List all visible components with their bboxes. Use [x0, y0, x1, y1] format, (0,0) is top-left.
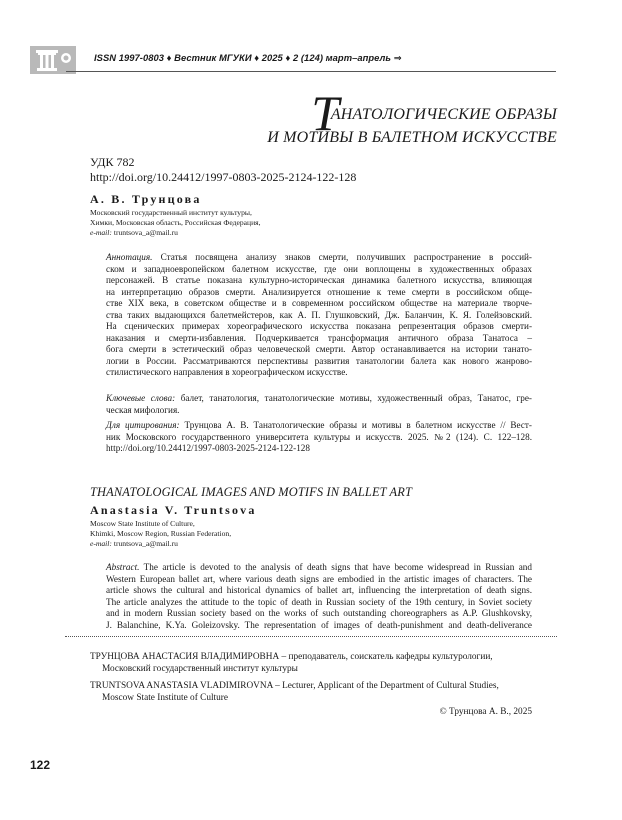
affiliation-line: Химки, Московская область, Российская Федерация, [90, 218, 261, 227]
abstract-line: бога смерти в эстетический образ человеческой смерти. Автор останавливается на истории танато- [106, 344, 532, 355]
citation-line: ник Московского государственного университета культуры и искусств. 2025. №2 (124). С. 122–128. [106, 431, 532, 442]
affiliation-en [90, 519, 231, 549]
abstract-line: стилистического направления в хореографическом искусстве. [106, 367, 348, 378]
abstract-line: Abstract. The article is devoted to the analysis of death signs that have become widespread in Russian and [106, 562, 532, 572]
abstract-line: стве XIX века, в советском обществе и в современном российском обществе на материале творче- [106, 298, 532, 309]
abstract-line: article shows the cultural and historical dynamics of ballet art, influencing the interpretation of death signs. [106, 585, 532, 596]
affiliation-line: Khimki, Moscow Region, Russian Federation, [90, 529, 232, 538]
citation-ru [106, 420, 532, 455]
affiliation-ru [90, 208, 261, 238]
bio-line: Московский государственный институт культуры [102, 664, 298, 674]
citation-line: Для цитирования: Трунцова А. В. Танатологические образы и мотивы в балетном искусстве // Вест- [106, 420, 532, 430]
affiliation-line: Московский государственный институт культуры, [90, 208, 252, 217]
header-divider [66, 71, 556, 72]
abstract-line: логии в России. Рассматриваются перспективы развития танатологии балета как нового жанрово- [106, 355, 532, 366]
email-label: e-mail: [90, 539, 112, 548]
abstract-line: персонажей. В статье показана культурно-историческая динамика балетного искусства, влияющая [106, 275, 532, 286]
email-line [90, 539, 231, 549]
journal-header: ISSN 1997-0803 ♦ Вестник МГУКИ ♦ 2025 ♦ 2 (124) март–апрель ⇒ [94, 52, 402, 63]
bio-line: TRUNTSOVA ANASTASIA VLADIMIROVNA – Lecturer, Applicant of the Department of Cultural Studies, [90, 681, 499, 691]
author-bio-en [90, 680, 534, 704]
footnote-divider [65, 636, 557, 637]
title-line-2: И МОТИВЫ В БАЛЕТНОМ ИСКУССТВЕ [267, 129, 557, 146]
citation-doi-link[interactable]: http://doi.org/10.24412/1997-0803-2025-2124-122-128 [106, 443, 310, 454]
email-address[interactable]: truntsova_a@mail.ru [111, 228, 178, 237]
article-title [257, 85, 557, 147]
abstract-line: The article analyzes the attitude to the topic of death in Russian society of the 19th century, in Soviet society [106, 596, 532, 607]
udk-code: УДК 782 [90, 155, 135, 169]
keywords-ru [106, 393, 532, 416]
email-label: e-mail: [90, 228, 112, 237]
abstract-line: на интерпретацию образов смерти. Анализируется отношение к теме смерти в российском обще- [106, 286, 532, 297]
abstract-line: ства таких выдающихся балетмейстеров, как А. П. Глушковский, Дж. Баланчин, К. Я. Голейзовский. [106, 309, 532, 320]
copyright-notice: © Трунцова А. В., 2025 [439, 707, 532, 717]
doi-link[interactable]: http://doi.org/10.24412/1997-0803-2025-2124-122-128 [90, 170, 357, 184]
email-address[interactable]: truntsova_a@mail.ru [111, 539, 178, 548]
bio-line: ТРУНЦОВА АНАСТАСИЯ ВЛАДИМИРОВНА – преподаватель, соискатель кафедры культурологии, [90, 652, 493, 662]
abstract-ru [106, 252, 532, 379]
affiliation-line: Moscow State Institute of Culture, [90, 519, 195, 528]
abstract-line: Western European ballet art, where various death signs are embodied in the artistic images of characters. The [106, 573, 532, 584]
title-line-1: АНАТОЛОГИЧЕСКИЕ ОБРАЗЫ [330, 106, 557, 123]
abstract-line: J. Balanchine, K.Ya. Goleizovsky. The representation of images of death-punishment and death-deliverance [106, 619, 532, 630]
citation-label: Для цитирования: [106, 420, 180, 430]
author-bio-ru [90, 651, 534, 675]
author-name-ru: А. В. Трунцова [90, 192, 202, 206]
abstract-line: and in modern Russian society based on the works of such outstanding choreographers as A.P. Glushkovsky, [106, 608, 532, 619]
title-initial-letter: Т [311, 85, 339, 141]
abstract-line: наказания и смерти-избавления. Подчеркивается трансформация античного образа Танатоса – [106, 332, 532, 343]
abstract-line: На сценических примерах хореографического искусства показана репрезентация образов смерти- [106, 321, 532, 332]
abstract-line: ском и западноевропейском балетном искусстве, где они воплощены в художественных образах [106, 263, 532, 274]
abstract-label: Аннотация. [106, 252, 153, 262]
abstract-line: Аннотация. Статья посвящена анализу знаков смерти, получивших распространение в россий- [106, 252, 532, 262]
author-name-en: Anastasia V. Truntsova [90, 503, 257, 517]
abstract-en [106, 562, 532, 631]
bio-line: Moscow State Institute of Culture [102, 693, 229, 703]
keywords-line: ческая мифология. [106, 404, 180, 415]
keywords-line: Ключевые слова: балет, танатология, танатологические мотивы, художественный образ, Танатос, гре- [106, 393, 532, 403]
abstract-label: Abstract. [106, 562, 140, 572]
page-number: 122 [30, 758, 51, 772]
email-line [90, 228, 261, 238]
keywords-label: Ключевые слова: [106, 393, 176, 403]
article-title-en: THANATOLOGICAL IMAGES AND MOTIFS IN BALLET ART [90, 485, 412, 499]
